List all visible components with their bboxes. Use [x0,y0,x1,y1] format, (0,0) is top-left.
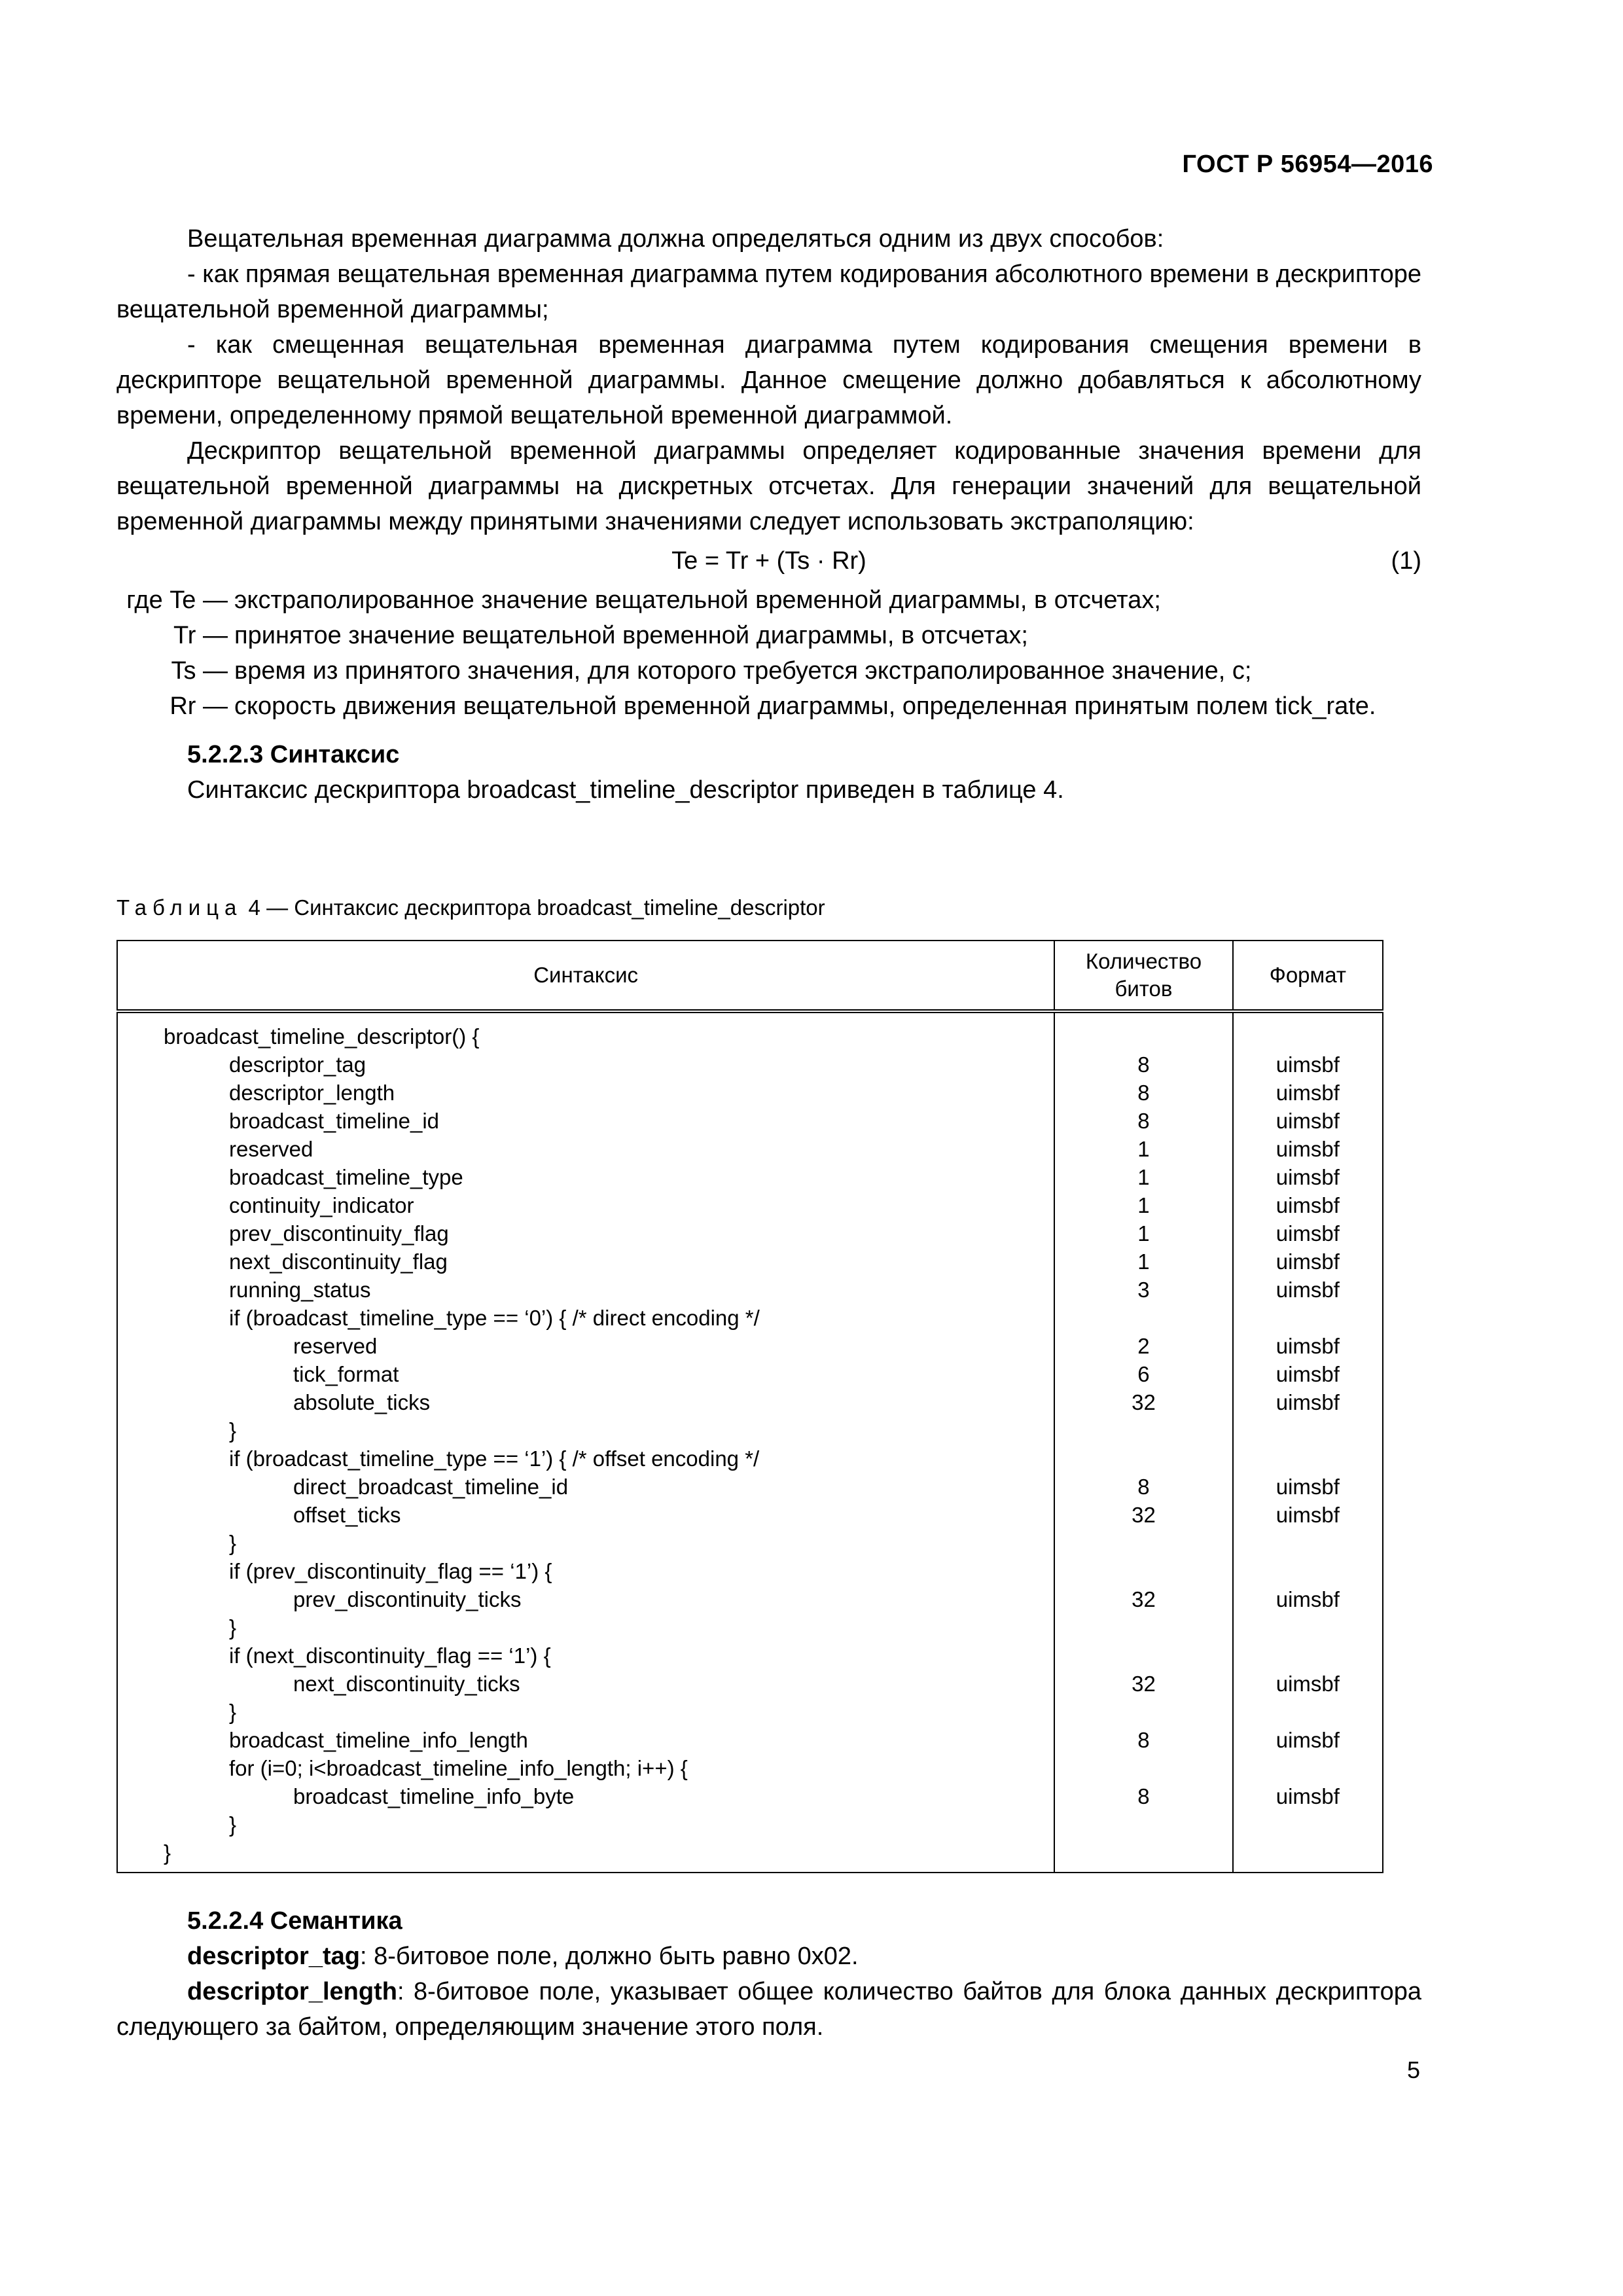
syntax-cell: broadcast_timeline_info_length [117,1726,1054,1754]
bits-cell [1054,1416,1233,1444]
syntax-cell: reserved [117,1135,1054,1163]
semantics-item-1 [116,1939,1421,1974]
bits-cell: 1 [1054,1163,1233,1191]
bits-cell [1054,1839,1233,1873]
format-cell [1233,1444,1383,1473]
format-cell: uimsbf [1233,1360,1383,1388]
table-row [117,1698,1383,1726]
syntax-cell: next_discontinuity_flag [117,1247,1054,1276]
table-row [117,1135,1383,1163]
bits-cell [1054,1698,1233,1726]
bits-cell: 8 [1054,1726,1233,1754]
table-row [117,1444,1383,1473]
format-cell [1233,1641,1383,1670]
syntax-table [116,940,1383,1873]
format-cell: uimsbf [1233,1585,1383,1613]
syntax-cell: running_status [117,1276,1054,1304]
bits-cell: 3 [1054,1276,1233,1304]
table-row [117,1585,1383,1613]
table-row [117,1726,1383,1754]
intro-paragraph-4: Дескриптор вещательной временной диаграммы определяет кодированные значения времени для вещательной временной диаграммы на дискретных отсчетах. Для генерации значений для вещательной временной диаграммы между принятыми значениями следует использовать экстраполяцию: [116,437,1421,535]
table-header-row [117,941,1383,1011]
bits-cell: 32 [1054,1501,1233,1529]
format-cell [1233,1613,1383,1641]
format-cell: uimsbf [1233,1473,1383,1501]
format-cell: uimsbf [1233,1276,1383,1304]
syntax-cell: descriptor_tag [117,1050,1054,1079]
syntax-cell: if (prev_discontinuity_flag == ‘1’) { [117,1557,1054,1585]
bits-cell: 8 [1054,1107,1233,1135]
format-cell: uimsbf [1233,1163,1383,1191]
format-cell: uimsbf [1233,1247,1383,1276]
syntax-cell: } [117,1698,1054,1726]
formula-row [116,543,1421,579]
syntax-cell: if (broadcast_timeline_type == ‘1’) { /* offset encoding */ [117,1444,1054,1473]
table-row [117,1079,1383,1107]
bits-cell: 32 [1054,1585,1233,1613]
table-row [117,1219,1383,1247]
where-definition: экстраполированное значение вещательной временной диаграммы, в отсчетах; [234,586,1161,614]
bits-cell: 6 [1054,1360,1233,1388]
table-row [117,1332,1383,1360]
semantics-text: : 8-битовое поле, должно быть равно 0x02. [359,1943,859,1970]
format-cell: uimsbf [1233,1191,1383,1219]
bits-cell: 1 [1054,1135,1233,1163]
intro-paragraph-3: - как смещенная вещательная временная диаграмма путем кодирования смещения времени в дескрипторе вещательной временной диаграммы. Данное смещение должно добавляться к абсолютному времени, определенному прямой вещательной временной диаграммой. [116,331,1421,429]
format-cell: uimsbf [1233,1107,1383,1135]
syntax-cell: next_discontinuity_ticks [117,1670,1054,1698]
table-row [117,1388,1383,1416]
syntax-cell: if (broadcast_timeline_type == ‘0’) { /* direct encoding */ [117,1304,1054,1332]
intro-section [116,221,1421,808]
semantics-item-2 [116,1974,1421,2045]
table-row [117,1501,1383,1529]
syntax-cell: continuity_indicator [117,1191,1054,1219]
syntax-cell: } [117,1810,1054,1839]
syntax-cell: broadcast_timeline_type [117,1163,1054,1191]
syntax-cell: reserved [117,1332,1054,1360]
table-row [117,1557,1383,1585]
bits-cell [1054,1810,1233,1839]
table-row [117,1529,1383,1557]
syntax-cell: prev_discontinuity_flag [117,1219,1054,1247]
format-cell: uimsbf [1233,1050,1383,1079]
format-cell [1233,1698,1383,1726]
syntax-cell: broadcast_timeline_id [117,1107,1054,1135]
formula-number: (1) [1391,547,1421,575]
syntax-cell: offset_ticks [117,1501,1054,1529]
bits-cell: 2 [1054,1332,1233,1360]
bits-cell: 1 [1054,1219,1233,1247]
header-syntax: Синтаксис [117,941,1054,1011]
format-cell [1233,1011,1383,1050]
format-cell [1233,1810,1383,1839]
format-cell: uimsbf [1233,1135,1383,1163]
section-heading-semantics: 5.2.2.4 Семантика [187,1907,402,1935]
syntax-cell: direct_broadcast_timeline_id [117,1473,1054,1501]
syntax-cell: } [117,1613,1054,1641]
bits-cell [1054,1641,1233,1670]
syntax-cell: tick_format [117,1360,1054,1388]
bits-cell: 1 [1054,1247,1233,1276]
table-caption [116,895,825,920]
bits-cell [1054,1557,1233,1585]
syntax-cell: if (next_discontinuity_flag == ‘1’) { [117,1641,1054,1670]
format-cell: uimsbf [1233,1332,1383,1360]
bits-cell: 8 [1054,1473,1233,1501]
bits-cell: 8 [1054,1782,1233,1810]
bits-cell: 1 [1054,1191,1233,1219]
table-caption-text: 4 — Синтаксис дескриптора broadcast_timeline_descriptor [242,895,825,920]
table-row [117,1304,1383,1332]
format-cell: uimsbf [1233,1782,1383,1810]
where-symbol: Tr — [173,622,228,649]
bits-cell [1054,1444,1233,1473]
syntax-cell: } [117,1416,1054,1444]
where-list [116,583,1421,724]
format-cell: uimsbf [1233,1501,1383,1529]
format-cell: uimsbf [1233,1726,1383,1754]
format-cell: uimsbf [1233,1388,1383,1416]
where-definition: скорость движения вещательной временной диаграммы, определенная принятым полем tick_rate. [234,692,1376,720]
bits-cell [1054,1011,1233,1050]
syntax-intro-text: Синтаксис дескриптора broadcast_timeline_descriptor приведен в таблице 4. [187,776,1064,804]
syntax-cell: broadcast_timeline_descriptor() { [117,1011,1054,1050]
format-cell [1233,1304,1383,1332]
bits-cell [1054,1754,1233,1782]
bits-cell [1054,1529,1233,1557]
table-row [117,1839,1383,1873]
bits-cell [1054,1304,1233,1332]
table-row [117,1754,1383,1782]
header-bits [1054,941,1233,1011]
semantics-section [116,1903,1421,2045]
section-heading-syntax: 5.2.2.3 Синтаксис [187,741,400,768]
format-cell [1233,1416,1383,1444]
table-row [117,1416,1383,1444]
bits-cell [1054,1613,1233,1641]
table-row [117,1810,1383,1839]
semantics-term: descriptor_tag [187,1943,360,1970]
syntax-cell: } [117,1839,1054,1873]
header-format: Формат [1233,941,1383,1011]
table-row [117,1011,1383,1050]
syntax-cell: prev_discontinuity_ticks [117,1585,1054,1613]
table-row [117,1163,1383,1191]
syntax-cell: } [117,1529,1054,1557]
table-row [117,1641,1383,1670]
format-cell [1233,1839,1383,1873]
page-number: 5 [1406,2056,1420,2083]
format-cell [1233,1529,1383,1557]
format-cell: uimsbf [1233,1670,1383,1698]
table-row [117,1050,1383,1079]
where-symbol: Ts — [171,657,228,685]
table-row [117,1473,1383,1501]
table-row [117,1670,1383,1698]
bits-cell: 32 [1054,1670,1233,1698]
document-id-header: ГОСТ Р 56954—2016 [1182,151,1433,178]
format-cell [1233,1754,1383,1782]
format-cell [1233,1557,1383,1585]
formula-expression: Te = Tr + (Ts · Rr) [671,547,866,575]
intro-paragraph-2: - как прямая вещательная временная диаграмма путем кодирования абсолютного времени в дескрипторе вещательной временной диаграммы; [116,260,1421,323]
bits-cell: 8 [1054,1079,1233,1107]
semantics-term: descriptor_length [187,1978,397,2005]
table-row [117,1107,1383,1135]
table-row [117,1276,1383,1304]
syntax-cell: for (i=0; i<broadcast_timeline_info_length; i++) { [117,1754,1054,1782]
where-symbol: Rr — [169,692,228,720]
syntax-cell: absolute_ticks [117,1388,1054,1416]
syntax-cell: descriptor_length [117,1079,1054,1107]
intro-paragraph-1: Вещательная временная диаграмма должна определяться одним из двух способов: [187,225,1164,253]
where-definition: принятое значение вещательной временной диаграммы, в отсчетах; [234,622,1028,649]
bits-cell: 32 [1054,1388,1233,1416]
table-row [117,1613,1383,1641]
table-row [117,1782,1383,1810]
semantics-text: : 8-битовое поле, указывает общее количество байтов для блока данных дескриптора следующего за байтом, определяющим значение этого поля. [116,1978,1421,2041]
table-body [117,1011,1383,1873]
bits-cell: 8 [1054,1050,1233,1079]
header-bits-label: Количество битов [1085,949,1202,1001]
where-symbol: где Te — [126,586,228,614]
table-caption-label: Таблица [116,895,243,920]
format-cell: uimsbf [1233,1079,1383,1107]
table-row [117,1247,1383,1276]
syntax-cell: broadcast_timeline_info_byte [117,1782,1054,1810]
format-cell: uimsbf [1233,1219,1383,1247]
table-row [117,1191,1383,1219]
where-definition: время из принятого значения, для которого требуется экстраполированное значение, с; [234,657,1252,685]
table-row [117,1360,1383,1388]
